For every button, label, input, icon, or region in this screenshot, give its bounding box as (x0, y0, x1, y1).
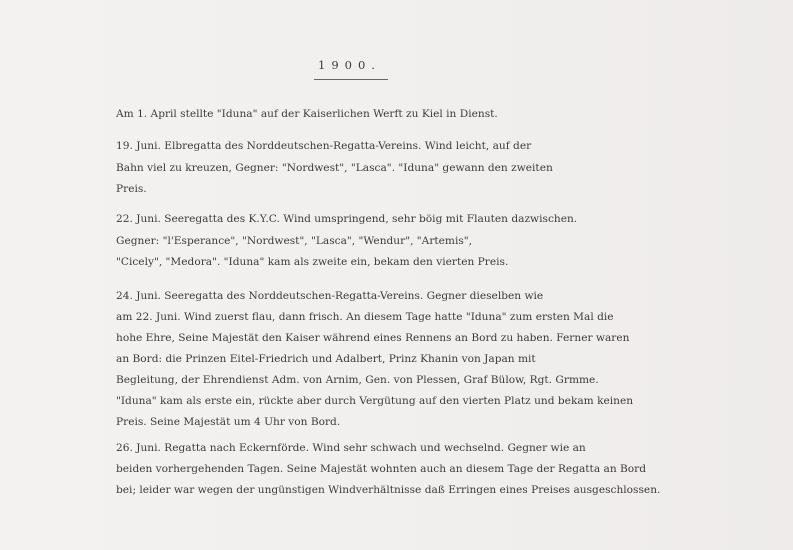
page-title: 1900. (318, 58, 381, 72)
text-line: 19. Juni. Elbregatta des Norddeutschen-Regatta-Vereins. Wind leicht, auf der (116, 140, 532, 152)
text-line: Bahn viel zu kreuzen, Gegner: "Nordwest", "Lasca". "Iduna" gewann den zweiten (116, 162, 553, 174)
text-line: "Iduna" kam als erste ein, rückte aber durch Vergütung auf den vierten Platz und bekam keinen (116, 395, 634, 407)
text-line: 22. Juni. Seeregatta des K.Y.C. Wind umspringend, sehr böig mit Flauten dazwischen. (116, 213, 578, 225)
text-line: 26. Juni. Regatta nach Eckernförde. Wind sehr schwach und wechselnd. Gegner wie an (116, 442, 586, 454)
text-line: 24. Juni. Seeregatta des Norddeutschen-Regatta-Vereins. Gegner dieselben wie (116, 290, 544, 302)
text-line: Am 1. April stellte "Iduna" auf der Kaiserlichen Werft zu Kiel in Dienst. (116, 108, 498, 120)
text-line: Begleitung, der Ehrendienst Adm. von Arnim, Gen. von Plessen, Graf Bülow, Rgt. Grmme. (116, 374, 599, 386)
text-line: beiden vorhergehenden Tagen. Seine Majestät wohnten auch an diesem Tage der Regatta an Bord (116, 463, 647, 475)
text-line: Preis. (116, 183, 147, 195)
title-underline (314, 79, 388, 80)
text-line: hohe Ehre, Seine Majestät den Kaiser während eines Rennens an Bord zu haben. Ferner waren (116, 332, 630, 344)
text-line: am 22. Juni. Wind zuerst flau, dann frisch. An diesem Tage hatte "Iduna" zum ersten Mal die (116, 311, 614, 323)
text-line: bei; leider war wegen der ungünstigen Windverhältnisse daß Erringen eines Preises ausgeschlossen. (116, 484, 661, 496)
text-line: an Bord: die Prinzen Eitel-Friedrich und Adalbert, Prinz Khanin von Japan mit (116, 353, 536, 365)
text-line: Preis. Seine Majestät um 4 Uhr von Bord. (116, 416, 341, 428)
text-line: "Cicely", "Medora". "Iduna" kam als zweite ein, bekam den vierten Preis. (116, 256, 509, 268)
text-line: Gegner: "l'Esperance", "Nordwest", "Lasca", "Wendur", "Artemis", (116, 235, 473, 247)
